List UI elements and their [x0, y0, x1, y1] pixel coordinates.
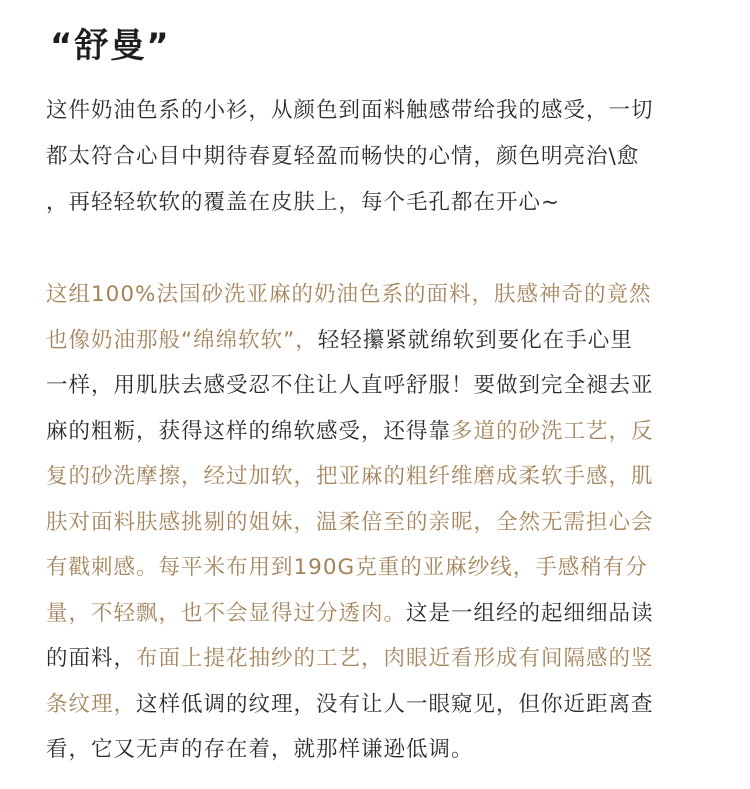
fabric-description-paragraph — [46, 272, 716, 773]
paragraph-line — [46, 591, 716, 637]
highlighted-text: 条纹理， — [46, 691, 137, 717]
paragraph-line — [46, 318, 716, 364]
paragraph-line — [46, 682, 716, 728]
paragraph-line — [46, 500, 716, 546]
intro-paragraph — [46, 88, 716, 226]
paragraph-line — [46, 545, 716, 591]
highlighted-text: 布面上提花抽纱的工艺，肉眼近看形成有间隔感的竖 — [136, 646, 654, 671]
paragraph-line — [46, 363, 716, 409]
article-title: “舒曼” — [50, 26, 171, 66]
highlighted-text: 多道的砂洗工艺，反 — [451, 418, 654, 444]
highlighted-text: 这组100%法国砂洗亚麻的奶油色系的面料，肤感神奇的竟然 — [46, 282, 652, 307]
body-text: 看，它又无声的存在着，就那样谦逊低调。 — [46, 737, 474, 762]
body-text: 这是一组经的起细细品读 — [406, 600, 654, 626]
highlighted-text: 有戳刺感。每平米布用到190G克重的亚麻纱线，手感稍有分 — [46, 555, 648, 580]
paragraph-line: ，再轻轻软软的覆盖在皮肤上，每个毛孔都在开心~ — [46, 190, 561, 215]
highlighted-text: 量，不轻飘，也不会显得过分透肉。 — [46, 600, 407, 626]
paragraph-line — [46, 727, 716, 773]
body-text: 一样，用肌肤去感受忍不住让人直呼舒服！要做到完全褪去亚 — [46, 373, 654, 398]
body-text: 轻轻攥紧就绵软到要化在手心里 — [317, 327, 633, 353]
paragraph-line: 这件奶油色系的小衫，从颜色到面料触感带给我的感受，一切 — [46, 98, 654, 123]
highlighted-text: 复的砂洗摩擦，经过加软，把亚麻的粗纤维磨成柔软手感，肌 — [46, 464, 654, 489]
body-text: 的面料， — [46, 646, 137, 671]
paragraph-line — [46, 454, 716, 500]
body-text: 麻的粗粝，获得这样的绵软感受，还得靠 — [46, 418, 452, 444]
paragraph-line: 都太符合心目中期待春夏轻盈而畅快的心情，颜色明亮治\愈 — [46, 144, 640, 169]
paragraph-line — [46, 272, 716, 318]
highlighted-text: 也像奶油那般“绵绵软软”， — [46, 327, 318, 353]
highlighted-text: 肤对面料肤感挑剔的姐妹，温柔倍至的亲昵，全然无需担心会 — [46, 509, 654, 535]
paragraph-line — [46, 636, 716, 682]
body-text: 这样低调的纹理，没有让人一眼窥见，但你近距离查 — [136, 691, 654, 717]
paragraph-line — [46, 409, 716, 455]
